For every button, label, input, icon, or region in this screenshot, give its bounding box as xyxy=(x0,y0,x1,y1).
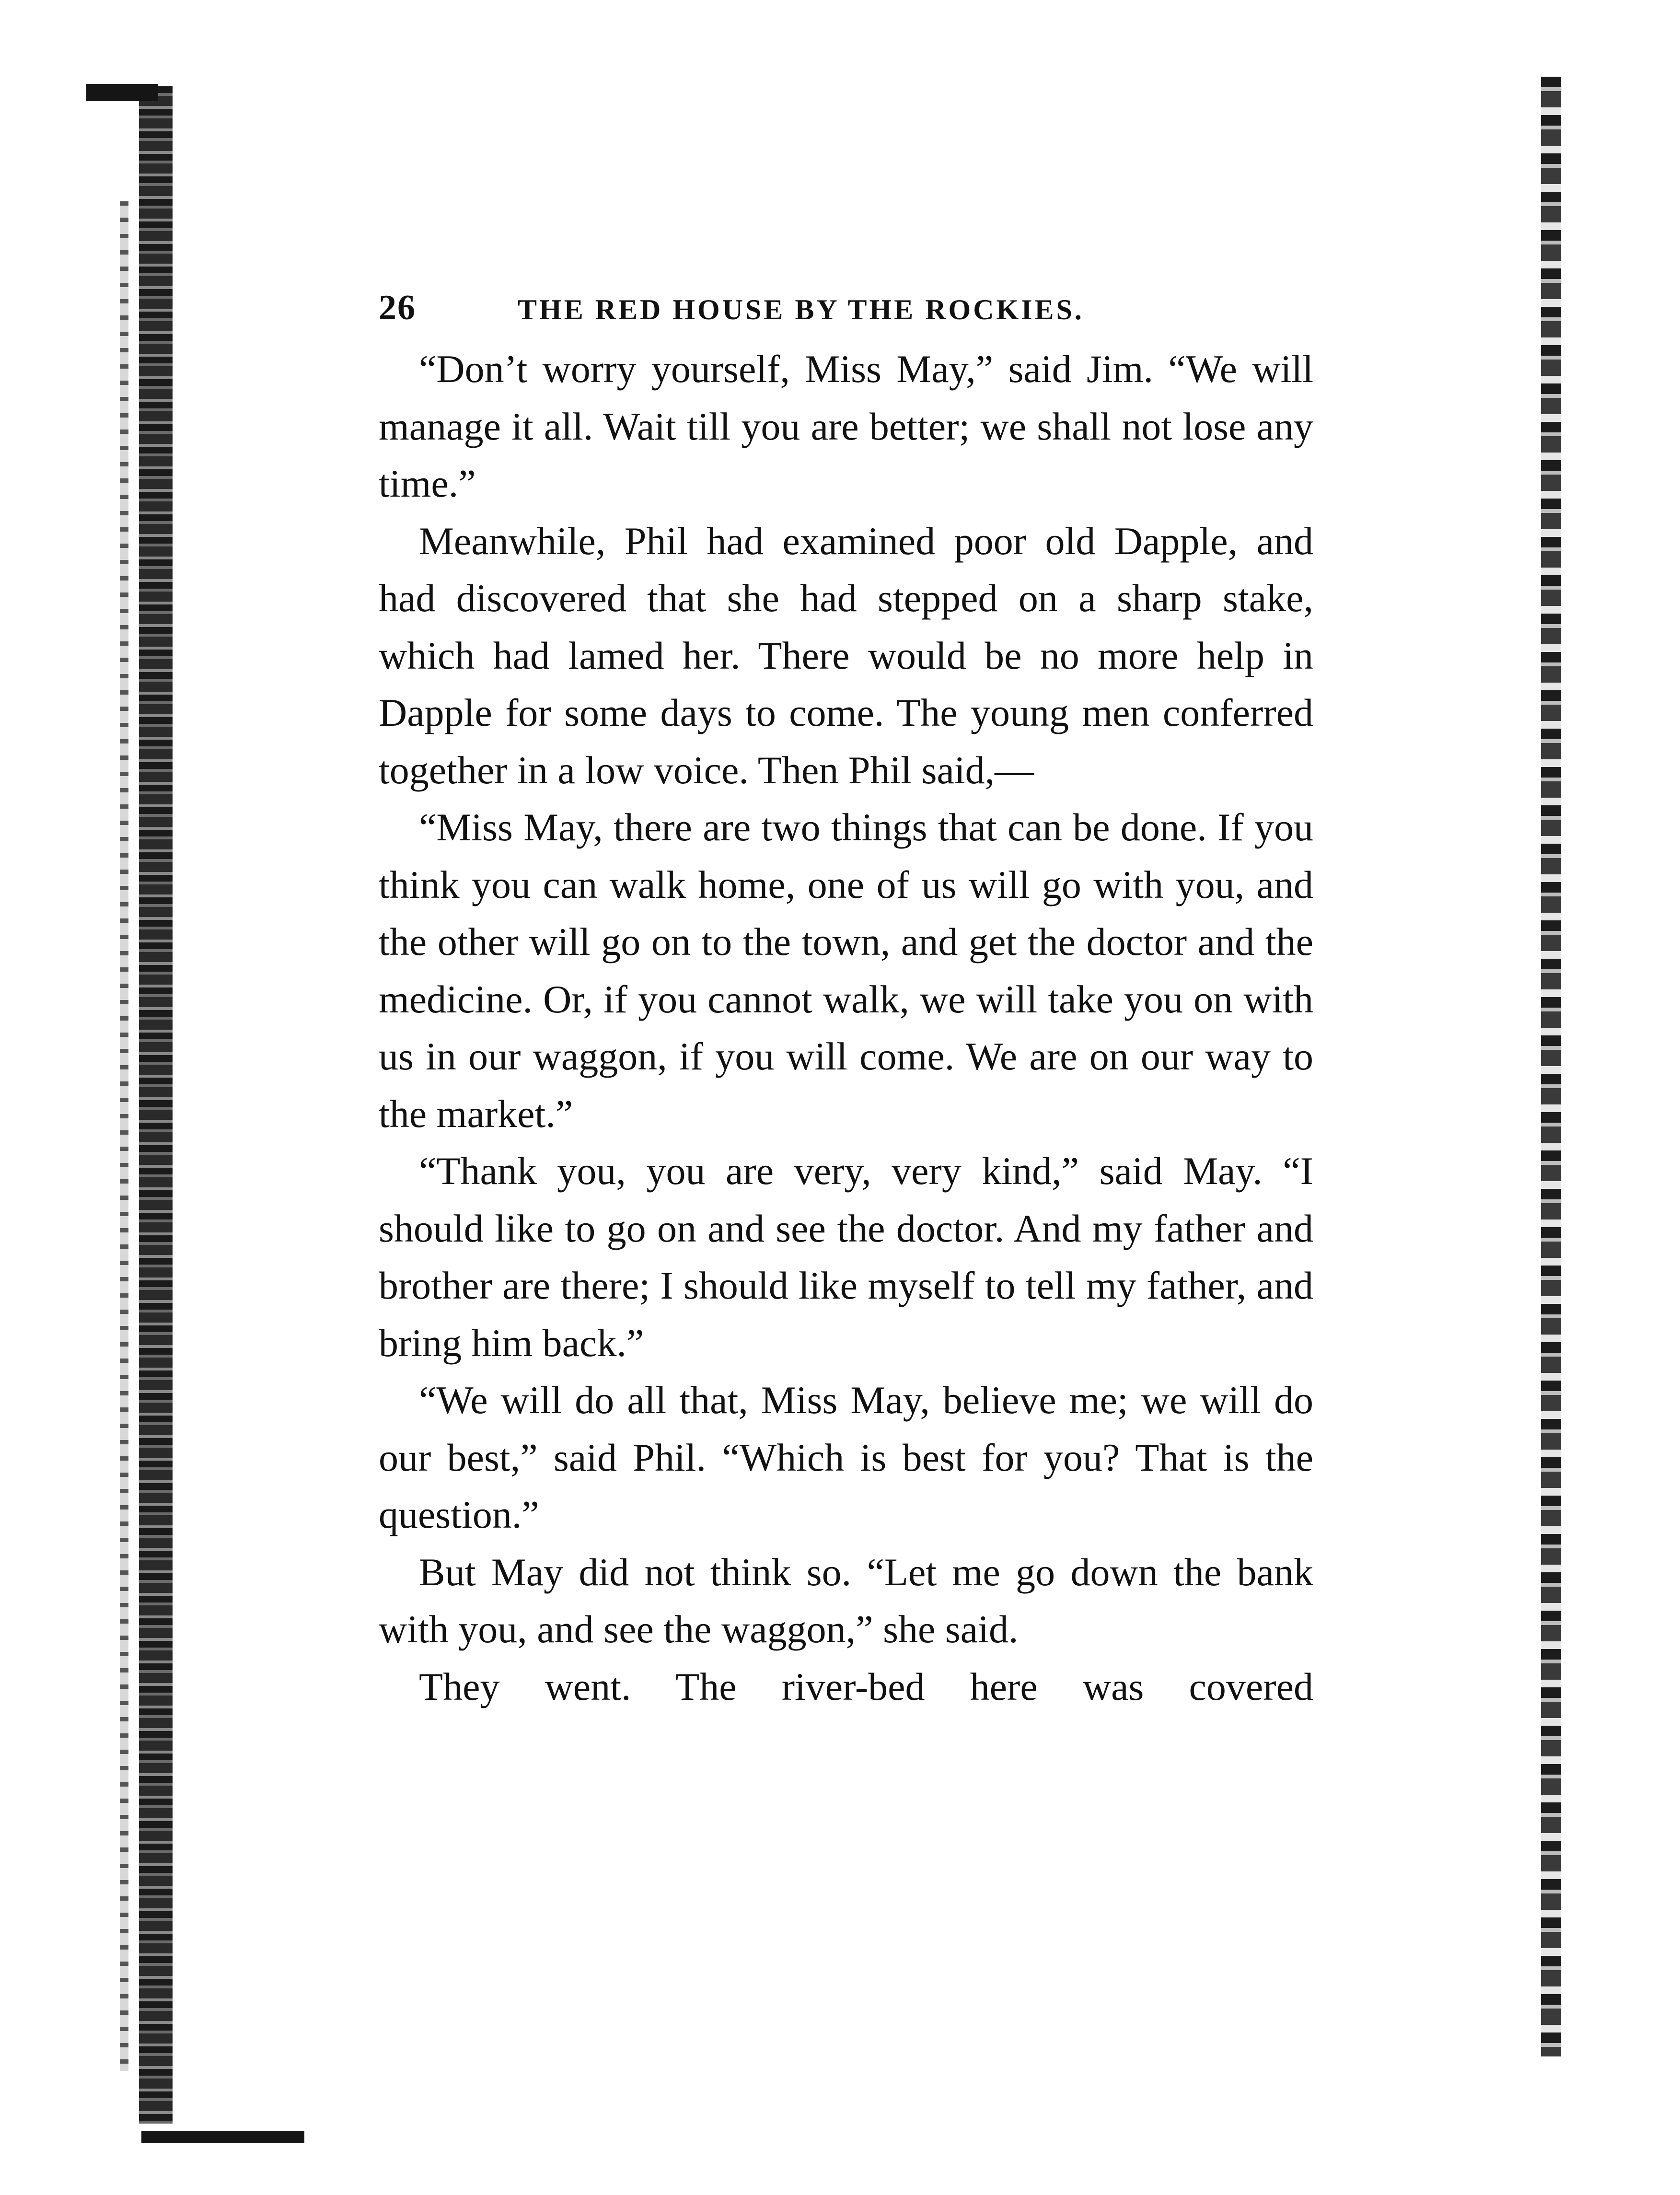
paragraph-4: “Thank you, you are very, very kind,” said May. “I should like to go on and see the doctor. And my father and brother are there; I should like myself to tell my father, and bring him back.” xyxy=(379,1149,1313,1365)
running-title: THE RED HOUSE BY THE ROCKIES. xyxy=(518,294,1084,325)
running-header xyxy=(379,288,1313,340)
page-body xyxy=(379,288,1313,1715)
paragraph-6: But May did not think so. “Let me go down the bank with you, and see the waggon,” she said. xyxy=(379,1550,1313,1651)
scan-binding-mark-bottom xyxy=(141,2131,304,2143)
paragraph-5: “We will do all that, Miss May, believe me; we will do our best,” said Phil. “Which is best for you? That is the question.” xyxy=(379,1378,1313,1536)
scan-binding-mark-top xyxy=(86,84,158,101)
scan-binding-streak-left xyxy=(120,201,128,2071)
paragraph-3: “Miss May, there are two things that can be done. If you think you can walk home, one of us will go with you, and the other will go on to the town, and get the doctor and the medicine. Or, if you cannot walk, we will take you on with us in our waggon, if you will come. We are on our way to the market.” xyxy=(379,805,1313,1136)
scan-binding-shadow-left xyxy=(139,86,173,2124)
scan-page-edge-right xyxy=(1541,77,1561,2056)
paragraph-1: “Don’t worry yourself, Miss May,” said Jim. “We will manage it all. Wait till you are better; we shall not lose any time.” xyxy=(379,347,1313,505)
page-number: 26 xyxy=(379,288,416,327)
paragraph-7: They went. The river-bed here was covered xyxy=(419,1664,1313,1708)
paragraph-2: Meanwhile, Phil had examined poor old Dapple, and had discovered that she had stepped on a sharp stake, which had lamed her. There would be no more help in Dapple for some days to come. The young men conferred together in a low voice. Then Phil said,— xyxy=(379,519,1313,792)
